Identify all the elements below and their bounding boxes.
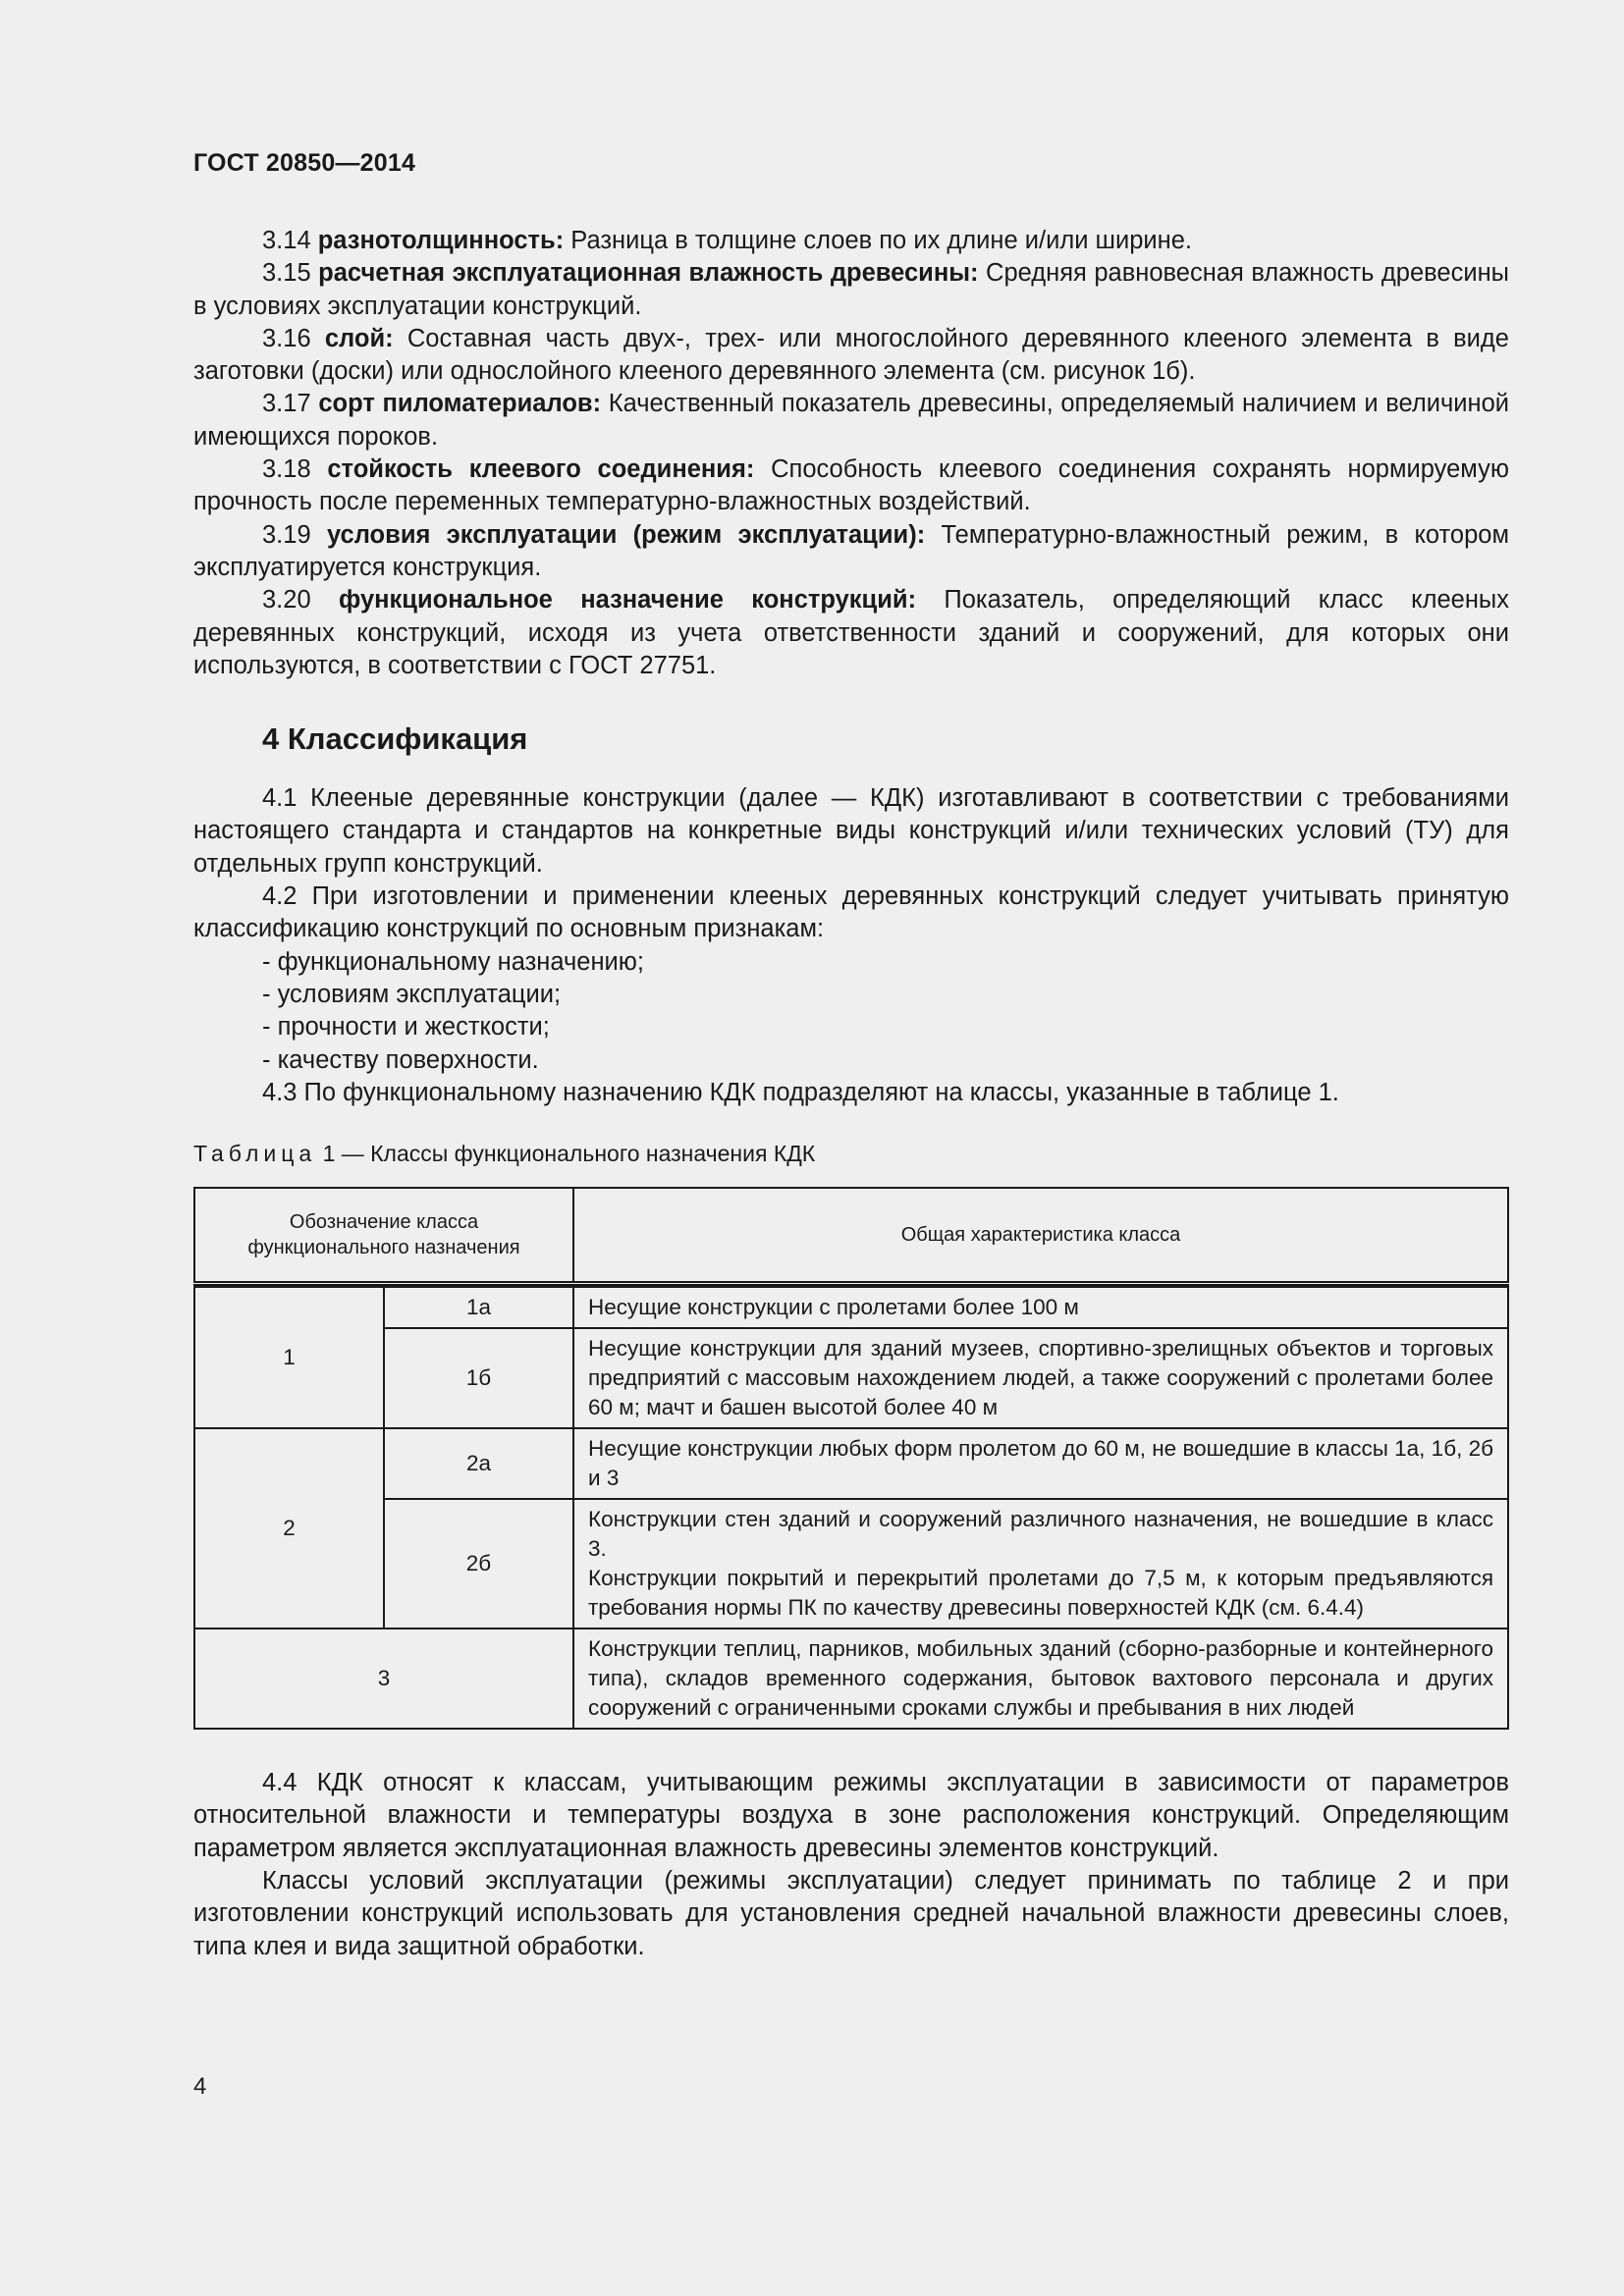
description-line: Конструкции покрытий и перекрытий пролетами до 7,5 м, к которым предъявляются требования нормы ПК по качеству древесины поверхностей КДК (см. 6.4.4) xyxy=(588,1566,1493,1621)
table-header-row xyxy=(194,1188,1508,1284)
header-class-description: Общая характеристика класса xyxy=(573,1188,1508,1284)
subclass-cell: 2а xyxy=(384,1428,573,1499)
list-item: - условиям эксплуатации; xyxy=(262,980,562,1008)
table-row xyxy=(194,1499,1508,1629)
header-class-designation: Обозначение класса функционального назначения xyxy=(194,1188,573,1284)
table-caption-word: Таблица xyxy=(193,1141,317,1167)
definition-3-14: 3.14 разнотолщинность: Разница в толщине слоев по их длине и/или ширине. xyxy=(262,227,1193,254)
list-item: - функциональному назначению; xyxy=(262,947,645,976)
table-caption-text: 1 — Классы функционального назначения КДК xyxy=(322,1141,816,1167)
table-row xyxy=(194,1428,1508,1499)
definition-3-19: 3.19 условия эксплуатации (режим эксплуатации): Температурно-влажностный режим, в котором эксплуатируется конструкция. xyxy=(193,520,1510,581)
table-row xyxy=(194,1328,1508,1428)
paragraph-4-2: 4.2 При изготовлении и применении клееных деревянных конструкций следует учитывать принятую классификацию конструкций по основным признакам: xyxy=(193,882,1509,943)
group-cell-3: 3 xyxy=(194,1629,573,1729)
table-caption xyxy=(193,1141,1509,1167)
description-cell: Несущие конструкции любых форм пролетом до 60 м, не вошедшие в классы 1а, 1б, 2б и 3 xyxy=(573,1428,1508,1499)
paragraph-4-4: 4.4 КДК относят к классам, учитывающим режимы эксплуатации в зависимости от параметров относительной влажности и температуры воздуха в зоне расположения конструкций. Определяющим параметром является эксплуатационная влажность древесины элементов конструкций. xyxy=(193,1769,1509,1862)
definition-3-17: 3.17 сорт пиломатериалов: Качественный показатель древесины, определяемый наличием и величиной имеющихся пороков. xyxy=(193,390,1510,451)
list-item: - качеству поверхности. xyxy=(262,1045,539,1074)
subclass-cell: 1а xyxy=(384,1287,573,1328)
paragraph-4-3: 4.3 По функциональному назначению КДК подразделяют на классы, указанные в таблице 1. xyxy=(262,1078,1339,1106)
definitions-list xyxy=(193,225,1509,682)
description-cell: Конструкции теплиц, парников, мобильных зданий (сборно-разборные и контейнерного типа), складов временного содержания, бытовок вахтового персонала и других сооружений с ограниченными сроками службы и пребывания в них людей xyxy=(573,1629,1508,1729)
definition-3-18: 3.18 стойкость клеевого соединения: Способность клеевого соединения сохранять нормируемую прочность после переменных температурно-влажностных воздействий. xyxy=(193,455,1509,516)
definition-3-20: 3.20 функциональное назначение конструкций: Показатель, определяющий класс клееных деревянных конструкций, исходя из учета ответственности зданий и сооружений, для которых они используются, в соответствии с ГОСТ 27751. xyxy=(193,586,1509,679)
classes-table xyxy=(193,1187,1509,1730)
page-number: 4 xyxy=(193,2073,207,2100)
subclass-cell: 1б xyxy=(384,1328,573,1428)
description-line: Конструкции стен зданий и сооружений различного назначения, не вошедшие в класс 3. xyxy=(588,1507,1493,1562)
description-cell: Несущие конструкции для зданий музеев, спортивно-зрелищных объектов и торговых предприятий с массовым нахождением людей, а также сооружений с пролетами более 60 м; мачт и башен высотой более 40 м xyxy=(573,1328,1508,1428)
table-row xyxy=(194,1629,1508,1729)
list-item: - прочности и жесткости; xyxy=(262,1013,550,1041)
definition-3-15: 3.15 расчетная эксплуатационная влажность древесины: Средняя равновесная влажность древесины в условиях эксплуатации конструкций. xyxy=(193,259,1509,320)
post-table-text xyxy=(193,1767,1509,1963)
description-cell: Несущие конструкции с пролетами более 100 м xyxy=(573,1287,1508,1328)
paragraph-4-5: Классы условий эксплуатации (режимы эксплуатации) следует принимать по таблице 2 и при изготовлении конструкций использовать для установления средней начальной влажности древесины слоев, типа клея и вида защитной обработки. xyxy=(193,1867,1509,1960)
group-cell-1: 1 xyxy=(194,1287,384,1428)
subclass-cell: 2б xyxy=(384,1499,573,1629)
group-cell-2: 2 xyxy=(194,1428,384,1629)
section-title: 4 Классификация xyxy=(262,721,528,757)
definition-3-16: 3.16 слой: Составная часть двух-, трех- или многослойного деревянного клееного элемента в виде заготовки (доски) или однослойного клееного деревянного элемента (см. рисунок 1б). xyxy=(193,324,1509,386)
table-row xyxy=(194,1287,1508,1328)
document-id-header: ГОСТ 20850—2014 xyxy=(193,149,416,177)
paragraph-4-1: 4.1 Клееные деревянные конструкции (далее — КДК) изготавливают в соответствии с требованиями настоящего стандарта и стандартов на конкретные виды конструкций и/или технических условий (ТУ) для отдельных групп конструкций. xyxy=(193,784,1509,878)
classification-list xyxy=(193,946,1509,1077)
description-cell xyxy=(573,1499,1508,1629)
